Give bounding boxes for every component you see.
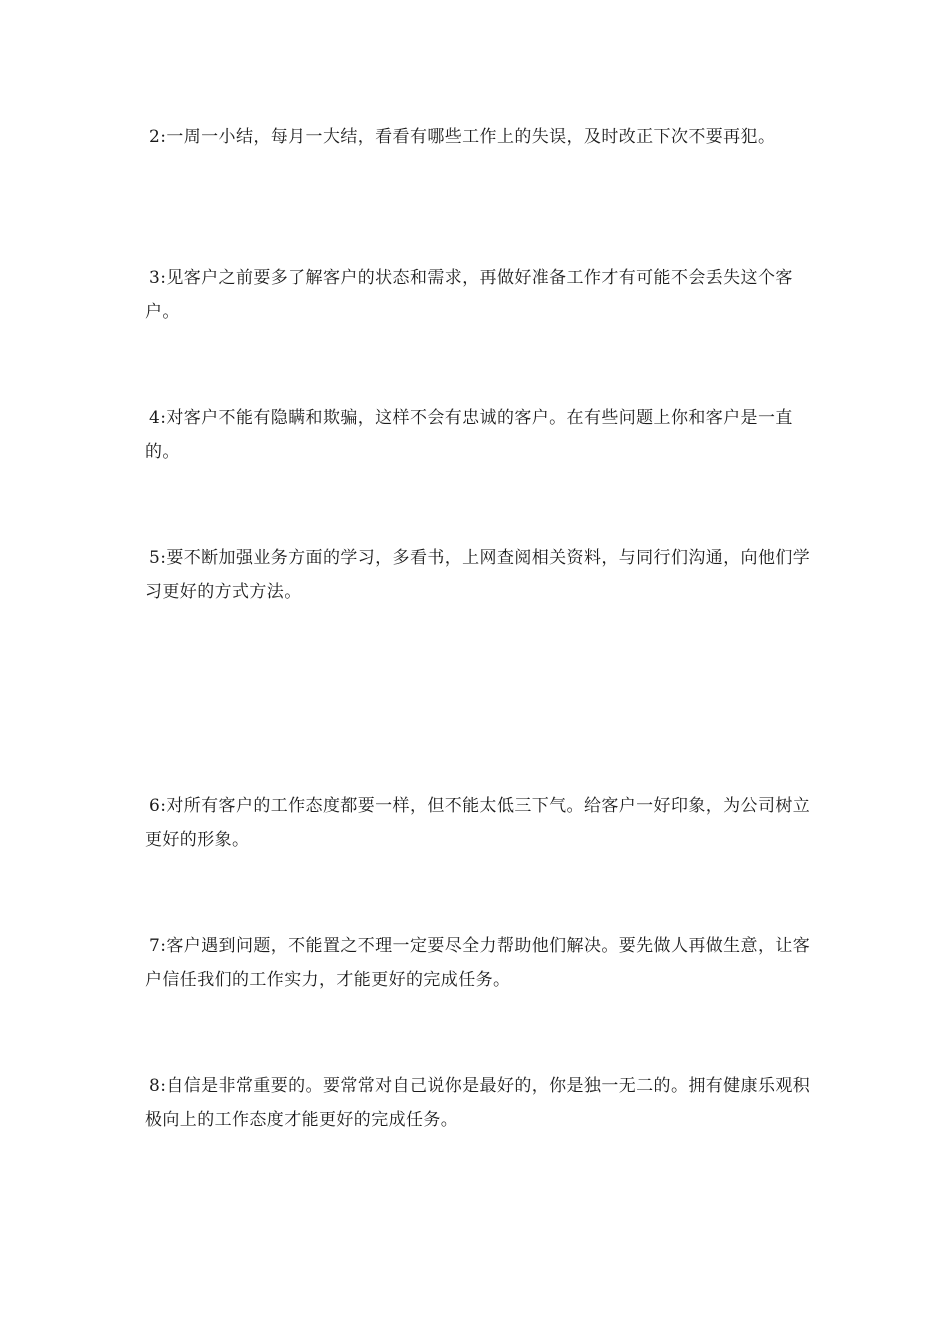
paragraph-item-5: 5:要不断加强业务方面的学习，多看书，上网查阅相关资料，与同行们沟通，向他们学习更好的方式方法。 — [145, 548, 811, 602]
paragraph-item-7: 7:客户遇到问题，不能置之不理一定要尽全力帮助他们解决。要先做人再做生意，让客户信任我们的工作实力，才能更好的完成任务。 — [145, 936, 811, 990]
paragraph-item-3: 3:见客户之前要多了解客户的状态和需求，再做好准备工作才有可能不会丢失这个客户。 — [145, 268, 793, 322]
paragraph-item-2: 2:一周一小结，每月一大结，看看有哪些工作上的失误，及时改正下次不要再犯。 — [149, 127, 776, 147]
paragraph-item-6: 6:对所有客户的工作态度都要一样，但不能太低三下气。给客户一好印象，为公司树立更好的形象。 — [145, 796, 811, 850]
paragraph-item-8: 8:自信是非常重要的。要常常对自己说你是最好的，你是独一无二的。拥有健康乐观积极向上的工作态度才能更好的完成任务。 — [145, 1076, 811, 1130]
paragraph-item-4: 4:对客户不能有隐瞒和欺骗，这样不会有忠诚的客户。在有些问题上你和客户是一直的。 — [145, 408, 793, 462]
